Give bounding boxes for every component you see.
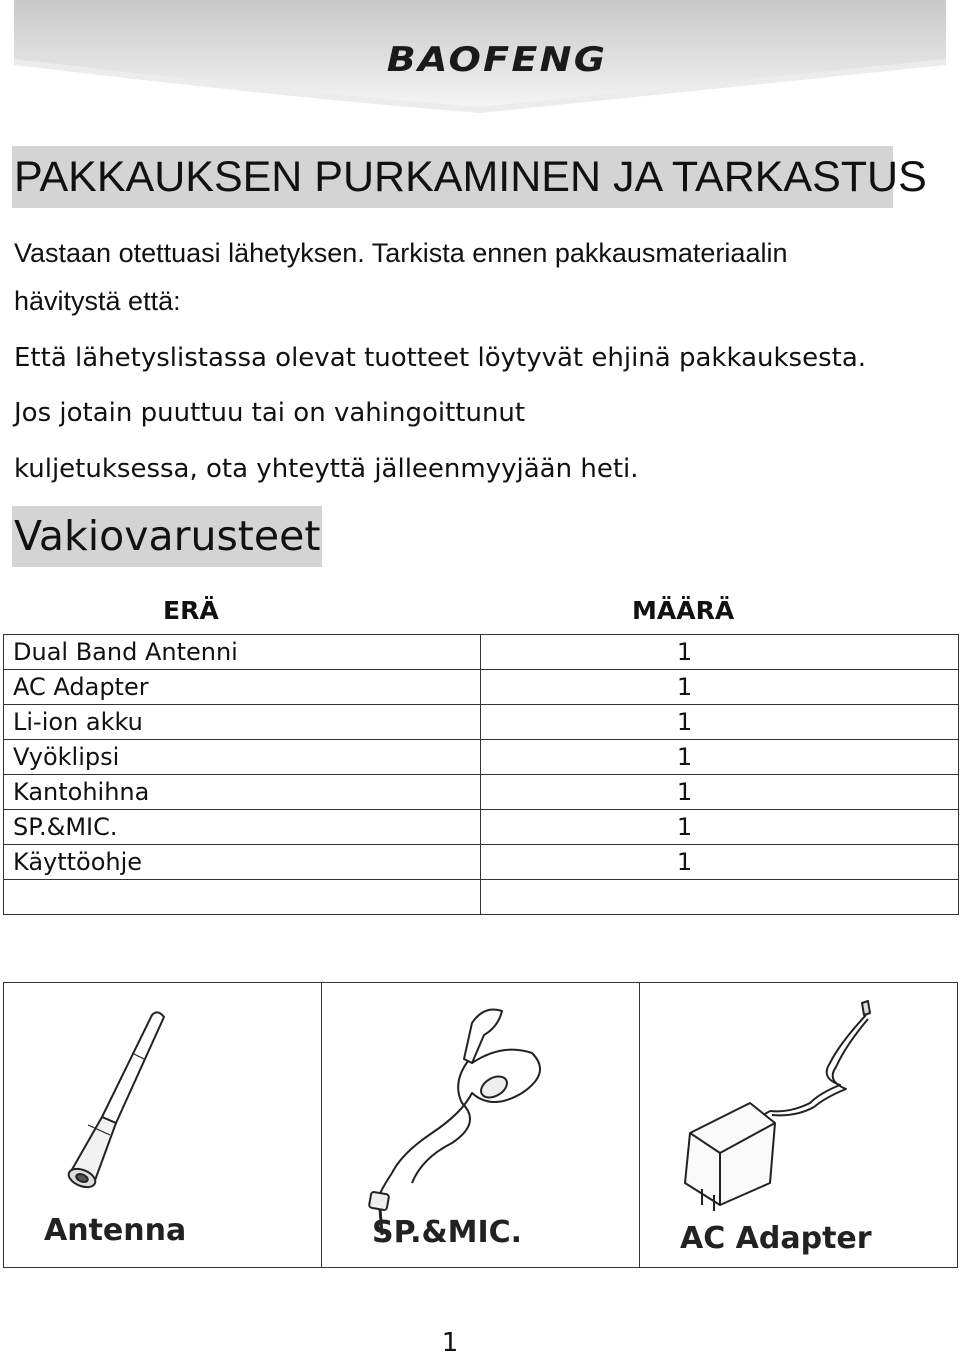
intro-line-5: kuljetuksessa, ota yhteyttä jälleenmyyjään heti. — [14, 454, 639, 484]
table-row — [4, 880, 959, 915]
page-number: 1 — [441, 1328, 459, 1358]
item-name: Kantohihna — [4, 775, 481, 810]
gallery-cell-speaker-mic — [322, 983, 640, 1267]
gallery-cell-ac-adapter — [640, 983, 957, 1267]
header-band — [0, 0, 960, 118]
item-quantity — [481, 880, 959, 915]
intro-line-1: Vastaan otettuasi lähetyksen. Tarkista ennen pakkausmateriaalin — [14, 238, 788, 268]
item-quantity: 1 — [481, 775, 959, 810]
item-quantity: 1 — [481, 635, 959, 670]
item-name: SP.&MIC. — [4, 810, 481, 845]
column-header-item: ERÄ — [163, 596, 219, 625]
table-row — [4, 635, 959, 670]
item-name — [4, 880, 481, 915]
item-name: Li-ion akku — [4, 705, 481, 740]
table-row — [4, 845, 959, 880]
intro-line-4: Jos jotain puuttuu tai on vahingoittunut — [14, 398, 526, 428]
item-quantity: 1 — [481, 740, 959, 775]
intro-line-2: hävitystä että: — [14, 286, 181, 316]
brand-logo: BAOFENG — [386, 40, 608, 80]
intro-line-3: Että lähetyslistassa olevat tuotteet löytyvät ehjinä pakkauksesta. — [14, 343, 867, 373]
gallery-caption: Antenna — [44, 1213, 187, 1248]
table-row — [4, 705, 959, 740]
item-quantity: 1 — [481, 705, 959, 740]
column-header-quantity: MÄÄRÄ — [632, 596, 735, 625]
table-row — [4, 670, 959, 705]
table-row — [4, 740, 959, 775]
table-row — [4, 775, 959, 810]
accessory-gallery — [3, 982, 958, 1268]
gallery-caption: AC Adapter — [680, 1221, 872, 1256]
section-title: Vakiovarusteet — [12, 506, 322, 567]
table-row — [4, 810, 959, 845]
item-name: Vyöklipsi — [4, 740, 481, 775]
gallery-caption: SP.&MIC. — [372, 1215, 523, 1250]
item-name: Käyttöohje — [4, 845, 481, 880]
item-quantity: 1 — [481, 845, 959, 880]
item-quantity: 1 — [481, 670, 959, 705]
page-title: PAKKAUKSEN PURKAMINEN JA TARKASTUS — [12, 146, 893, 208]
equipment-table — [3, 634, 959, 915]
item-name: Dual Band Antenni — [4, 635, 481, 670]
item-quantity: 1 — [481, 810, 959, 845]
gallery-cell-antenna — [4, 983, 322, 1267]
item-name: AC Adapter — [4, 670, 481, 705]
